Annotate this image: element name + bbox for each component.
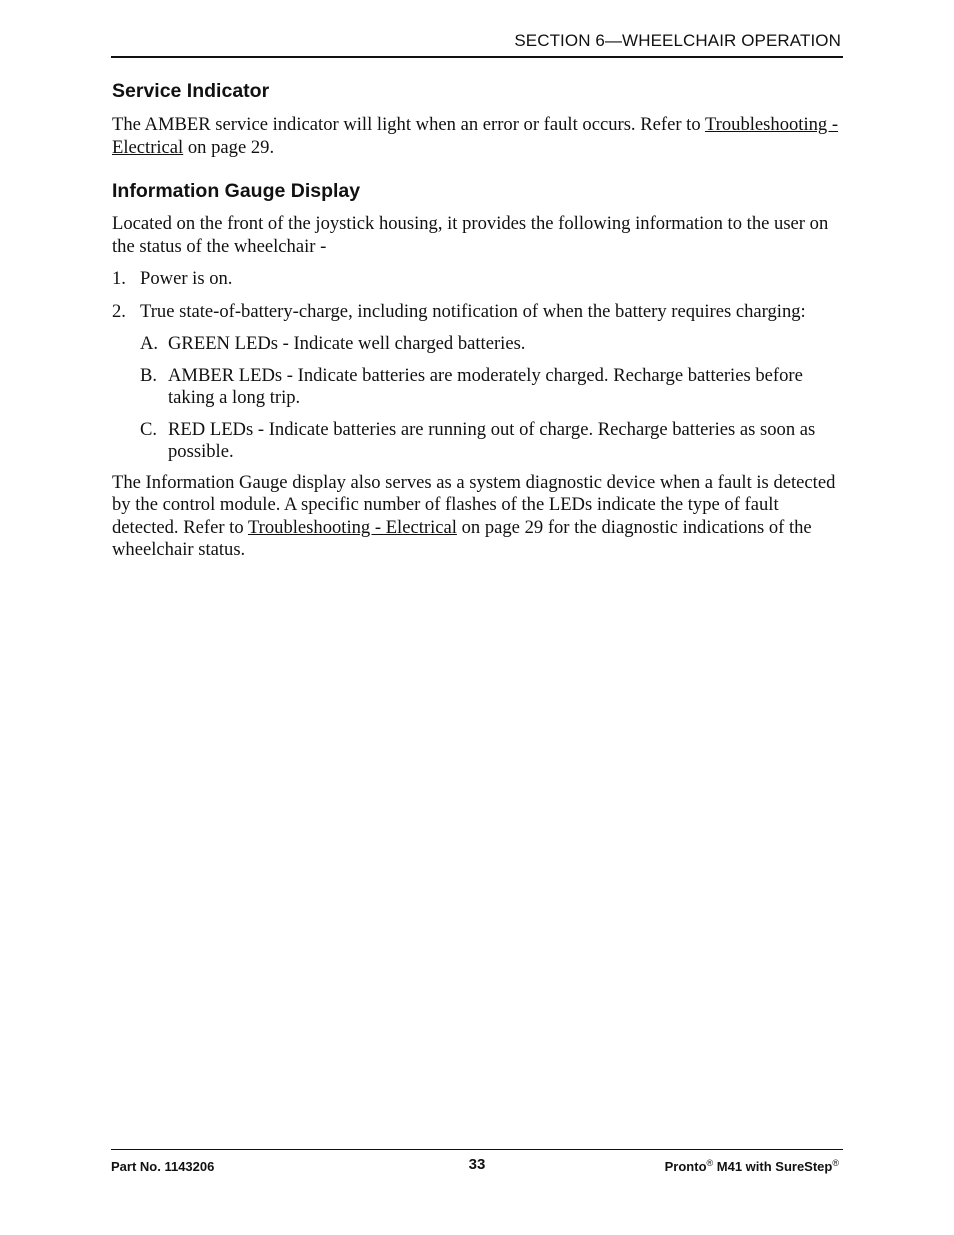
section-title: SECTION 6—WHEELCHAIR OPERATION [514, 31, 841, 50]
sub-list-item-text: AMBER LEDs - Indicate batteries are moderately charged. Recharge batteries before taking a long trip. [168, 364, 803, 408]
troubleshooting-link[interactable]: Troubleshooting - Electrical [247, 516, 457, 538]
product-name-part-2: M41 with SureStep [713, 1159, 833, 1174]
list-item [112, 268, 844, 291]
product-name [665, 1159, 839, 1174]
page-footer [111, 1149, 843, 1190]
information-gauge-heading: Information Gauge Display [112, 180, 361, 202]
sub-list-item [112, 419, 844, 464]
information-gauge-closing [112, 472, 844, 562]
list-item-number: 2. [112, 300, 126, 322]
part-number: Part No. 1143206 [111, 1159, 215, 1174]
sub-list-item-letter: A. [140, 333, 159, 354]
sub-list-item-text: GREEN LEDs - Indicate well charged batteries. [168, 333, 526, 354]
list-item-text: Power is on. [140, 268, 233, 289]
information-gauge-intro: Located on the front of the joystick housing, it provides the following information to the user on the status of the wheelchair - [112, 213, 829, 257]
service-indicator-text: The AMBER service indicator will light when an error or fault occurs. Refer to [112, 114, 705, 135]
closing-text-end: on page 29 for the diagnostic indications of the wheelchair status. [112, 516, 812, 560]
registered-mark: ® [832, 1158, 839, 1168]
sub-list-item-letter: C. [140, 418, 158, 440]
page-header [111, 30, 843, 58]
sub-list-item [112, 365, 844, 410]
registered-mark: ® [706, 1158, 714, 1168]
service-indicator-heading: Service Indicator [112, 80, 270, 102]
service-indicator-paragraph [112, 114, 844, 159]
service-indicator-text-end: on page 29. [183, 136, 275, 158]
list-item [112, 301, 844, 324]
page-number: 33 [468, 1156, 486, 1173]
page-content [112, 78, 844, 562]
product-name-part-1: Pronto [664, 1159, 707, 1174]
list-item-number: 1. [112, 268, 126, 289]
sub-list-item-letter: B. [140, 364, 158, 386]
sub-list-item [112, 333, 844, 356]
troubleshooting-link[interactable]: Troubleshooting - Electrical [112, 114, 839, 158]
closing-text: The Information Gauge display also serves as a system diagnostic device when a fault is detected by the control module. A specific number of flashes of the LEDs indicate the type of fault detected. Refer to [112, 471, 836, 538]
list-item-text: True state-of-battery-charge, including notification of when the battery requires charging: [140, 300, 806, 322]
sub-list-item-text: RED LEDs - Indicate batteries are running out of charge. Recharge batteries as soon as possible. [168, 418, 816, 462]
